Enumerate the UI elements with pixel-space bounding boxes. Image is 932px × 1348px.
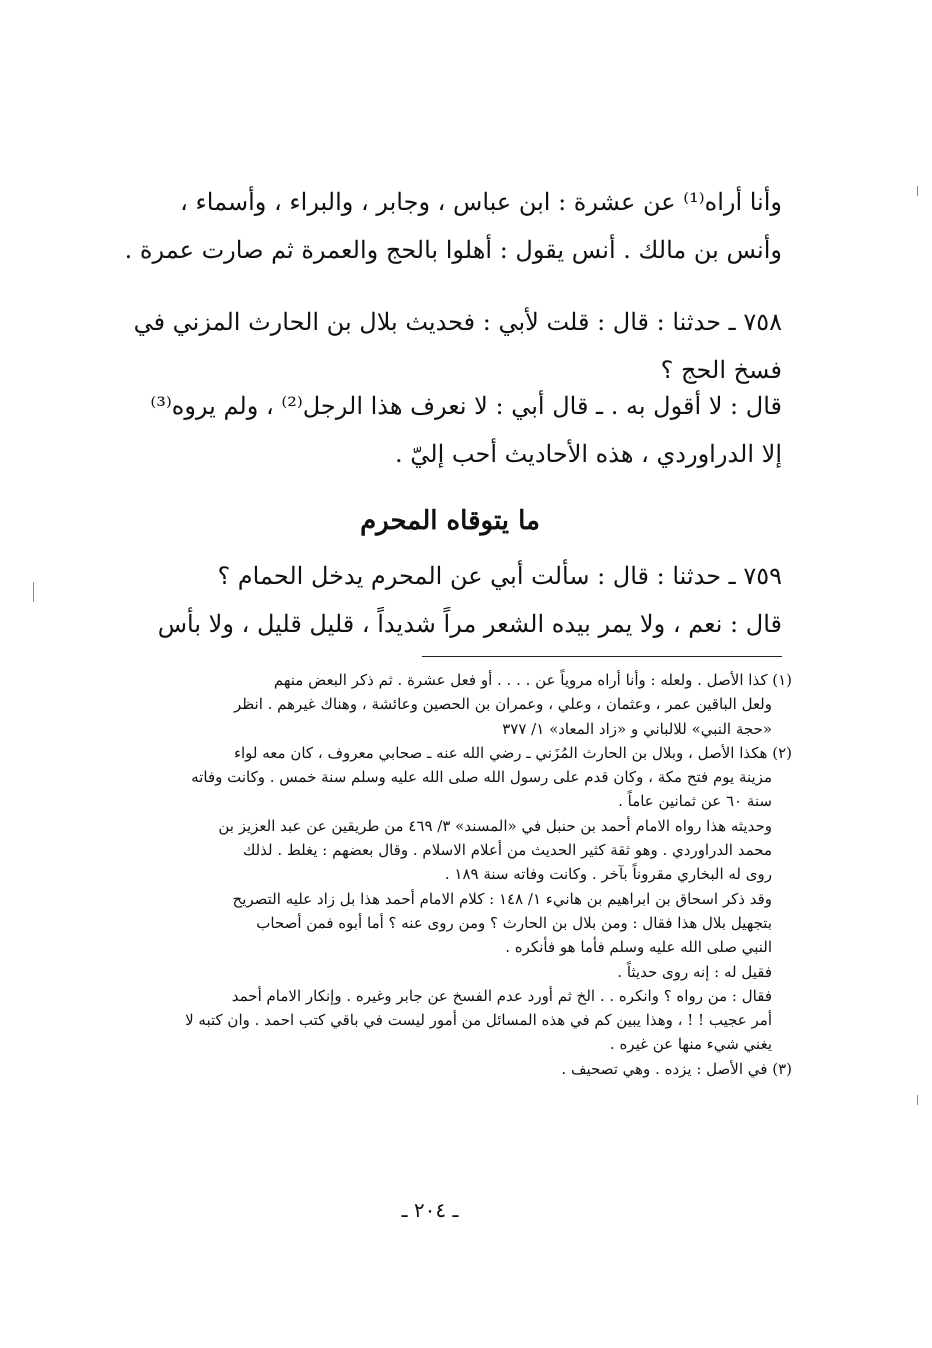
main-text-line: ٧٥٩ ـ حدثنا : قال : سألت أبي عن المحرم يدخل الحمام ؟ — [217, 562, 782, 590]
footnote-line: وقد ذكر اسحاق بن ابراهيم بن هانيء ١/ ١٤٨ : كلام الامام أحمد هذا بل زاد عليه التصريح — [232, 889, 772, 908]
main-text-line: ٧٥٨ ـ حدثنا : قال : قلت لأبي : فحديث بلال بن الحارث المزني في — [133, 308, 782, 336]
paragraph-hadith-759 — [110, 552, 782, 648]
page-number: ـ ٢٠٤ ـ — [401, 1198, 459, 1222]
footnote-line: مزينة يوم فتح مكة ، وكان قدم على رسول الله صلى الله عليه وسلم سنة خمس . وكانت وفاته — [191, 768, 772, 787]
footnote-line: وحديثه هذا رواه الامام أحمد بن حنبل في «المسند» ٣/ ٤٦٩ من طريقين عن عبد العزيز بن — [218, 816, 772, 835]
section-heading: ما يتوقاه المحرم — [360, 506, 540, 536]
main-text-line: قال : نعم ، ولا يمر بيده الشعر مراً شديداً ، قليل قليل ، ولا بأس — [157, 610, 782, 638]
footnote-line: ولعل الباقين عمر ، وعثمان ، وعلي ، وعمران بن الحصين وعائشة ، وهناك غيرهم . انظر — [233, 695, 772, 714]
footnotes — [125, 668, 792, 1081]
main-text-line: فسخ الحج ؟ — [660, 356, 782, 384]
footnote-line: (٢) هكذا الأصل ، وبلال بن الحارث المُزَني ـ رضي الله عنه ـ صحابي معروف ، كان معه لواء — [233, 743, 792, 762]
paragraph-hadith-758 — [110, 298, 782, 394]
main-text-line: قال : لا أقول به . ـ قال أبي : لا نعرف هذا الرجل⁽²⁾ ، ولم يروه⁽³⁾ — [150, 392, 782, 420]
main-text-line: إلا الدراوردي ، هذه الأحاديث أحب إليّ . — [395, 440, 782, 468]
paragraph-answer-758 — [110, 382, 782, 478]
footnote-line: محمد الدراوردي . وهو ثقة كثير الحديث من أعلام الاسلام . وقال بعضهم : يغلط . لذلك — [242, 841, 772, 860]
footnote-line: أمر عجيب ! ! ، وهذا يبين كم في هذه المسائل من أمور ليست في باقي كتب احمد . وان كتبه لا — [185, 1011, 772, 1030]
footnote-line: بتجهيل بلال هذا فقال : ومن بلال بن الحارث ؟ ومن روى عنه ؟ أما أبوه فمن أصحاب — [256, 913, 772, 932]
footnote-line: سنة ٦٠ عن ثمانين عاماً . — [618, 792, 772, 811]
main-text-line: وأنا أراه⁽¹⁾ عن عشرة : ابن عباس ، وجابر ، والبراء ، وأسماء ، — [180, 188, 782, 216]
footnote-line: النبي صلى الله عليه وسلم فأما هو فأنكره . — [505, 938, 772, 957]
main-text-line: وأنس بن مالك . أنس يقول : أهلوا بالحج والعمرة ثم صارت عمرة . — [124, 236, 782, 264]
footnote-line: «حجة النبي» للالباني و «زاد المعاد» ١/ ٣٧٧ — [502, 719, 772, 738]
footnote-line: فقيل له : إنه روى حديثاً . — [617, 962, 772, 981]
paragraph-ibn-abbas — [110, 178, 782, 274]
scan-edge-mark — [917, 186, 918, 196]
scan-edge-mark — [917, 1095, 918, 1105]
footnote-line: فقال : من رواه ؟ وانكره . . الخ ثم أورد عدم الفسخ عن جابر وغيره . وإنكار الامام أحمد — [231, 986, 772, 1005]
footnote-line: روى له البخاري مقروناً بآخر . وكانت وفاته سنة ١٨٩ . — [444, 865, 772, 884]
footnote-line: يغني شيء منها عن غيره . — [609, 1035, 772, 1054]
footnote-divider — [422, 656, 782, 657]
scan-edge-mark — [33, 582, 34, 602]
footnote-line: (٣) في الأصل : يزده . وهي تصحيف . — [561, 1059, 792, 1078]
footnote-line: (١) كذا الأصل . ولعله : وأنا أراه مروياً عن . . . . أو فعل عشرة . ثم ذكر البعض منهم — [273, 671, 792, 689]
